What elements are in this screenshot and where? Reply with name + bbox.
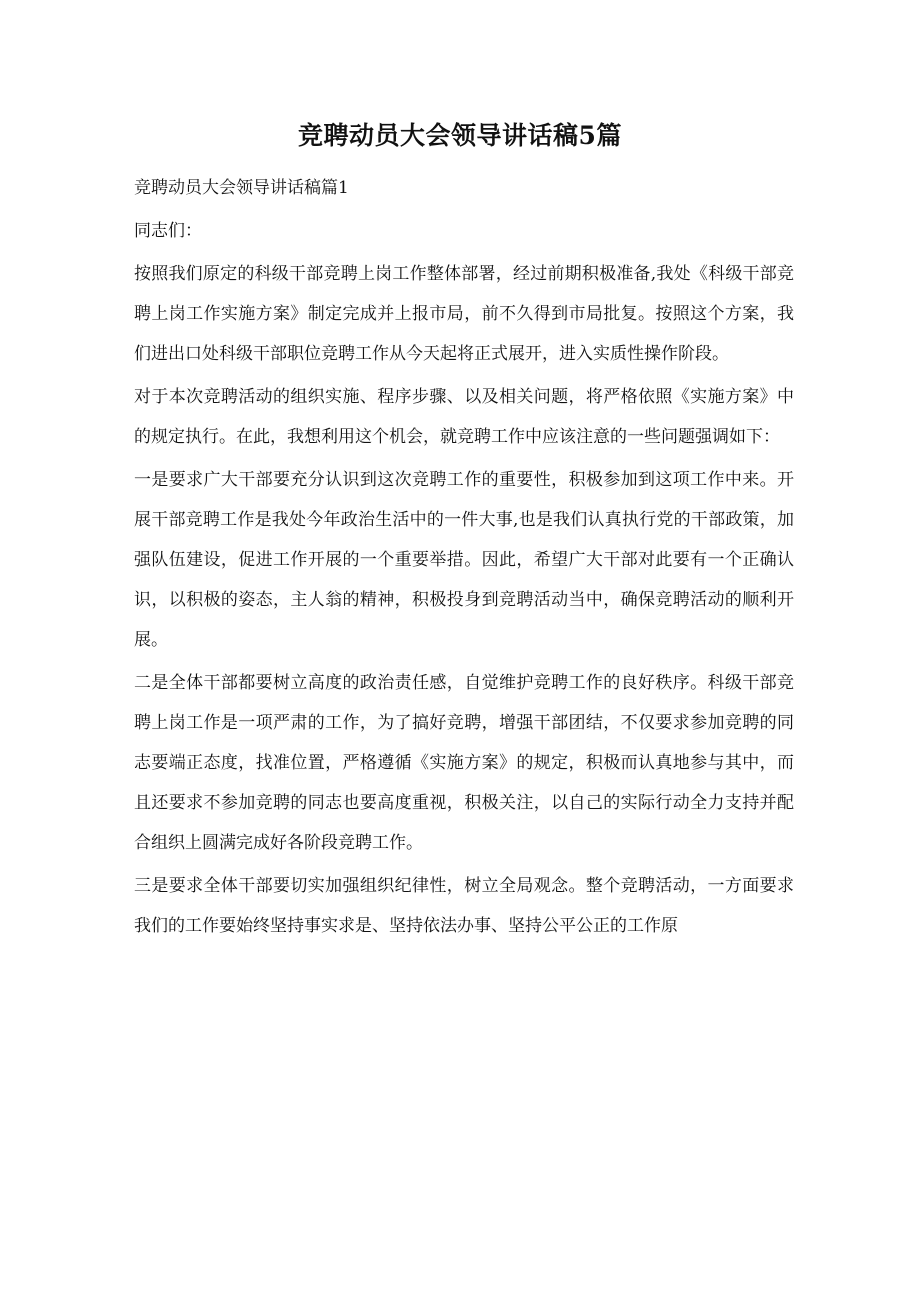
paragraph-4: 二是全体干部都要树立高度的政治责任感，自觉维护竞聘工作的良好秩序。科级干部竞聘上岗工作是一项严肃的工作，为了搞好竞聘，增强干部团结，不仅要求参加竞聘的同志要端正态度，找准位置，严格遵循《实施方案》的规定，积极而认真地参与其中，而且还要求不参加竞聘的同志也要高度重视，积极关注，以自己的实际行动全力支持并配合组织上圆满完成好各阶段竞聘工作。 (134, 673, 794, 853)
paragraph-1: 按照我们原定的科级干部竞聘上岗工作整体部署，经过前期积极准备,我处《科级干部竞聘上岗工作实施方案》制定完成并上报市局，前不久得到市局批复。按照这个方案，我们进出口处科级干部职位竞聘工作从今天起将正式展开，进入实质性操作阶段。 (134, 264, 794, 364)
paragraph-2: 对于本次竞聘活动的组织实施、程序步骤、以及相关问题，将严格依照《实施方案》中的规定执行。在此，我想利用这个机会，就竞聘工作中应该注意的一些问题强调如下： (134, 387, 794, 447)
paragraph-5: 三是要求全体干部要切实加强组织纪律性，树立全局观念。整个竞聘活动，一方面要求我们的工作要始终坚持事实求是、坚持依法办事、坚持公平公正的工作原 (134, 876, 794, 936)
document-body (134, 168, 794, 949)
paragraph-3: 一是要求广大干部要充分认识到这次竞聘工作的重要性，积极参加到这项工作中来。开展干部竞聘工作是我处今年政治生活中的一件大事,也是我们认真执行党的干部政策，加强队伍建设，促进工作开展的一个重要举措。因此，希望广大干部对此要有一个正确认识，以积极的姿态，主人翁的精神，积极投身到竞聘活动当中，确保竞聘活动的顺利开展。 (134, 470, 794, 650)
document-title: 竞聘动员大会领导讲话稿5篇 (298, 121, 622, 150)
greeting: 同志们： (134, 221, 202, 241)
section-heading: 竞聘动员大会领导讲话稿篇1 (134, 178, 349, 198)
